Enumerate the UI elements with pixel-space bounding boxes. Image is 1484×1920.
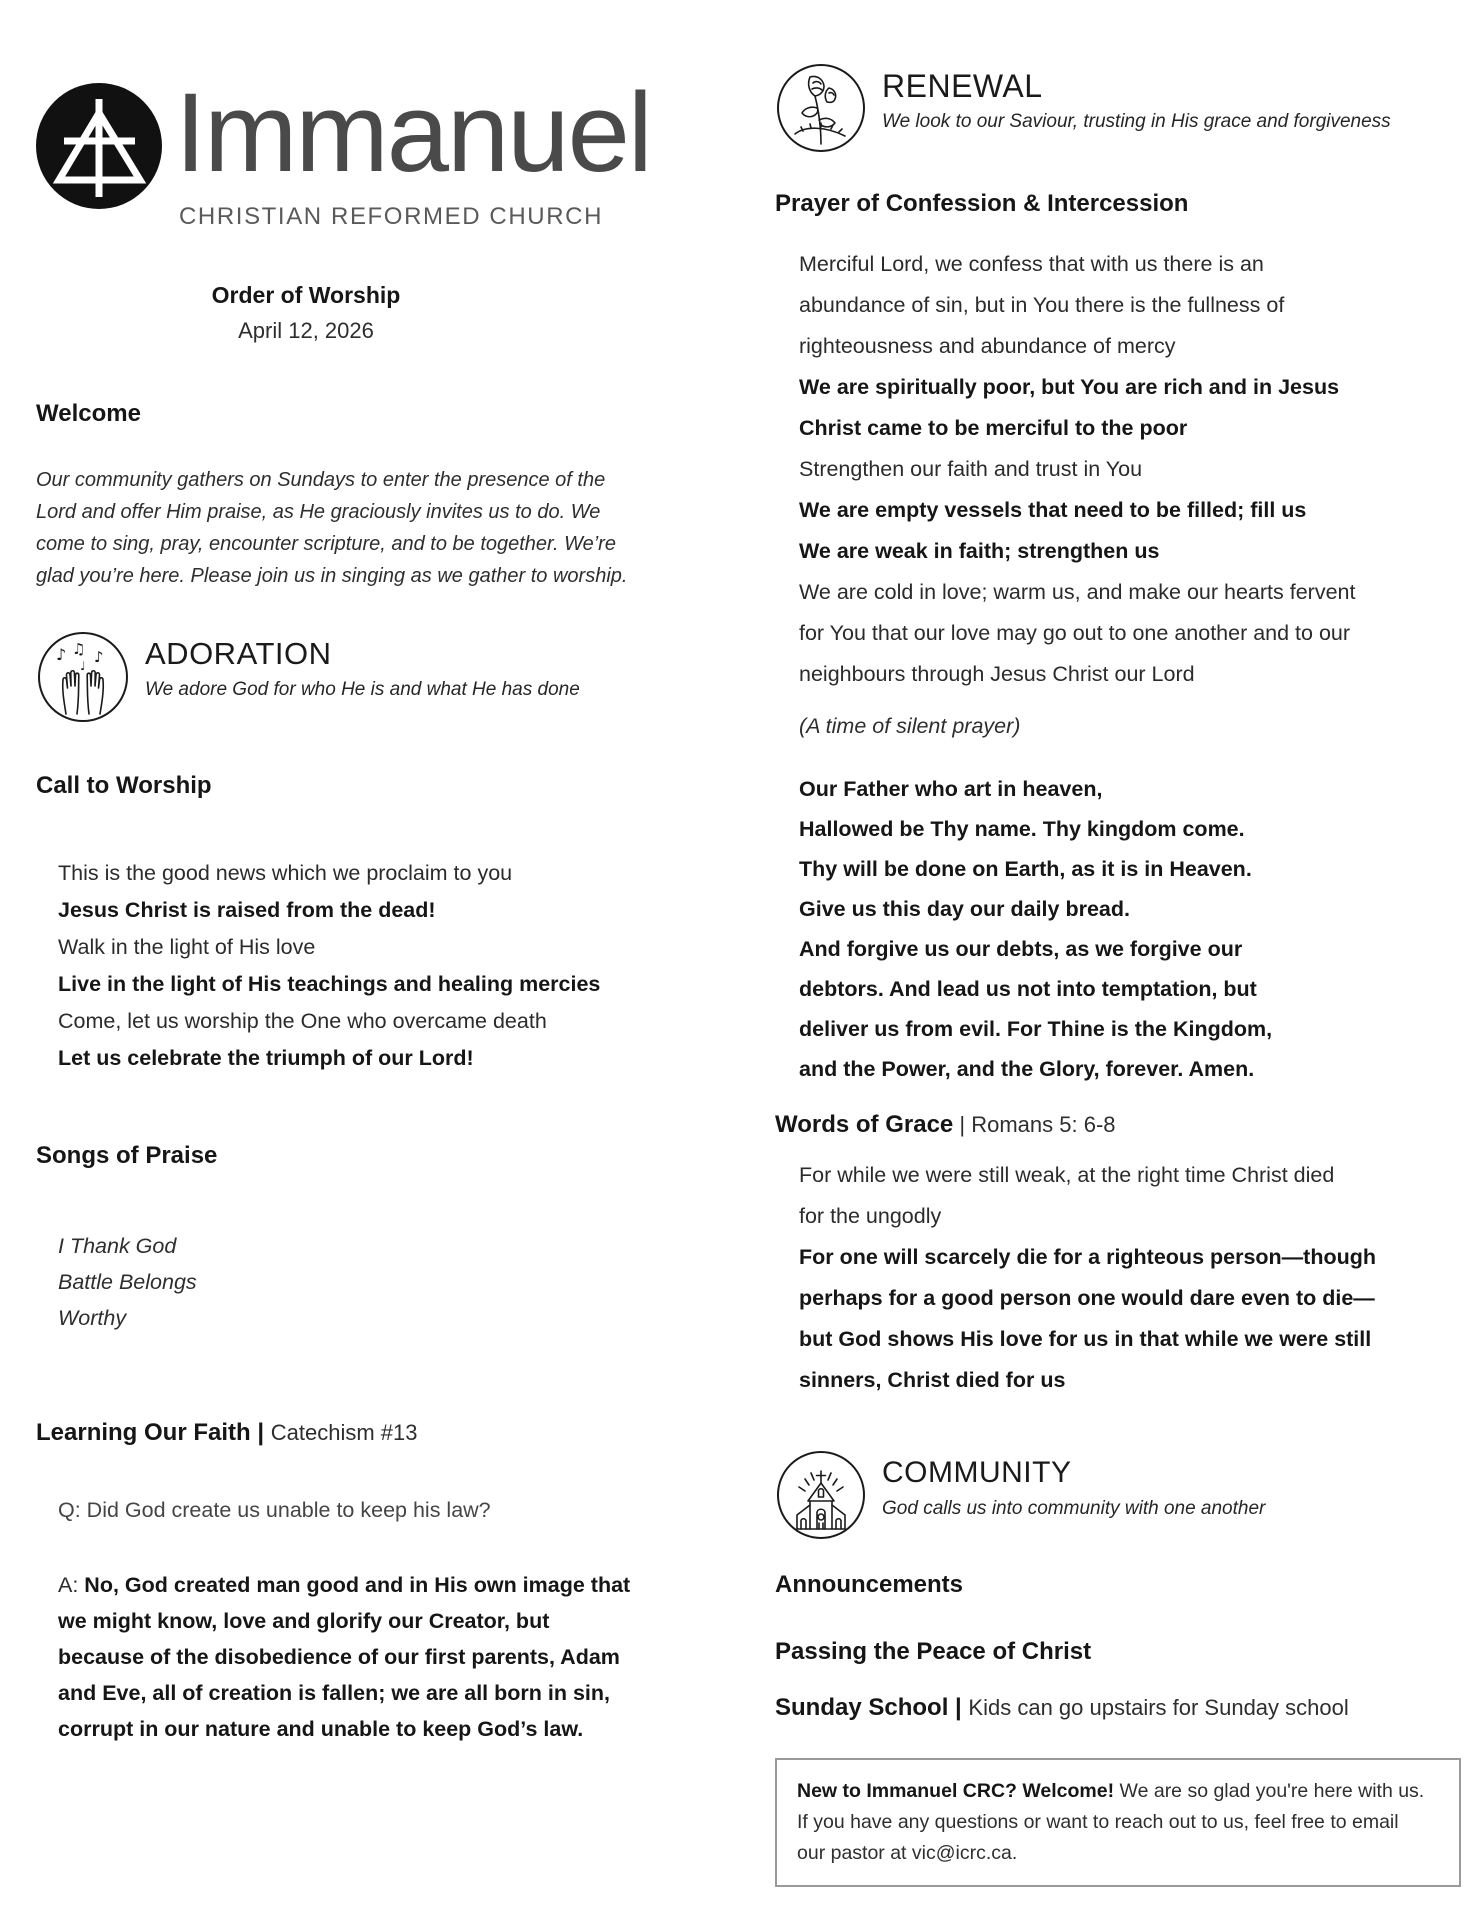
- rose-icon: [775, 62, 867, 154]
- newcomer-line-2: If you have any questions or want to reach out to us, feel free to email: [797, 1811, 1399, 1833]
- music-note-glyph: ♩: [80, 659, 86, 673]
- heading-separator: |: [953, 1112, 972, 1137]
- text-line: corrupt in our nature and unable to keep God’s law.: [58, 1717, 584, 1741]
- text-line: We are spiritually poor, but You are rich and in Jesus: [799, 375, 1340, 399]
- text-line: Battle Belongs: [58, 1270, 197, 1294]
- community-title: COMMUNITY: [882, 1456, 1072, 1489]
- learning-our-faith-heading: [36, 1419, 684, 1447]
- scripture-reference: Romans 5: 6-8: [971, 1112, 1116, 1137]
- text-line: Christ came to be merciful to the poor: [799, 416, 1188, 440]
- newcomer-line-1-rest: We are so glad you're here with us.: [1114, 1780, 1425, 1802]
- announcements-heading: Announcements: [775, 1571, 964, 1598]
- page-title: Order of Worship: [211, 282, 401, 308]
- learning-heading-label: Learning Our Faith: [36, 1419, 251, 1446]
- community-subtitle: God calls us into community with one another: [882, 1498, 1266, 1519]
- text-line: Jesus Christ is raised from the dead!: [58, 898, 436, 922]
- songs-of-praise-heading: Songs of Praise: [36, 1142, 218, 1169]
- heading-separator: |: [948, 1694, 969, 1721]
- heading-separator: |: [257, 1419, 271, 1446]
- document-header: [36, 281, 576, 344]
- text-line: Worthy: [58, 1306, 127, 1330]
- call-to-worship-responsive-reading: [36, 855, 684, 1077]
- words-of-grace-heading: [775, 1111, 1467, 1139]
- song-list: [36, 1228, 684, 1336]
- line-prefix: A:: [58, 1573, 85, 1597]
- adoration-subtitle: We adore God for who He is and what He has done: [145, 679, 580, 700]
- catechism-question: Q: Did God create us unable to keep his law?: [58, 1498, 491, 1522]
- text-line: but God shows His love for us in that while we were still: [799, 1327, 1372, 1351]
- text-line: sinners, Christ died for us: [799, 1368, 1066, 1392]
- welcome-heading: Welcome: [36, 400, 141, 427]
- raised-hands-music-icon: [36, 630, 130, 724]
- text-line: Our Father who art in heaven,: [799, 777, 1103, 801]
- music-note-glyph: ♪: [56, 645, 67, 664]
- words-of-grace-reading: [775, 1155, 1467, 1401]
- text-line: And forgive us our debts, as we forgive our: [799, 937, 1243, 961]
- text-line: glad you’re here. Please join us in singing as we gather to worship.: [36, 565, 628, 587]
- text-line: perhaps for a good person one would dare even to die—: [799, 1286, 1375, 1310]
- text-line: Strengthen our faith and trust in You: [799, 457, 1143, 481]
- adoration-section-header: [36, 630, 684, 724]
- text-line: Give us this day our daily bread.: [799, 897, 1130, 921]
- service-date: April 12, 2026: [238, 318, 374, 343]
- text-line: Hallowed be Thy name. Thy kingdom come.: [799, 817, 1245, 841]
- text-line: for You that our love may go out to one another and to our: [799, 621, 1351, 645]
- call-to-worship-heading: Call to Worship: [36, 772, 212, 799]
- left-column: [36, 0, 684, 1747]
- renewal-title: RENEWAL: [882, 68, 1043, 104]
- newcomer-welcome-box: [775, 1758, 1461, 1887]
- text-line: Our community gathers on Sundays to enter the presence of the: [36, 469, 606, 491]
- text-line: neighbours through Jesus Christ our Lord: [799, 662, 1195, 686]
- confession-heading: Prayer of Confession & Intercession: [775, 190, 1189, 217]
- church-subname: CHRISTIAN REFORMED CHURCH: [179, 203, 603, 230]
- text-line: because of the disobedience of our first parents, Adam: [58, 1645, 620, 1669]
- renewal-section-header: [775, 62, 1467, 154]
- text-line: and Eve, all of creation is fallen; we are all born in sin,: [58, 1681, 610, 1705]
- church-building-icon: [775, 1449, 867, 1541]
- text-line: This is the good news which we proclaim to you: [58, 861, 513, 885]
- sunday-school-heading: [775, 1694, 1467, 1722]
- music-note-glyph: ♫: [72, 640, 86, 658]
- sunday-school-label: Sunday School: [775, 1694, 949, 1721]
- text-line: come to sing, pray, encounter scripture, and to be together. We’re: [36, 533, 616, 555]
- church-logo: [36, 70, 684, 231]
- crc-cross-triangle-icon: [36, 83, 162, 209]
- text-line: For while we were still weak, at the right time Christ died: [799, 1163, 1335, 1187]
- text-line: Live in the light of His teachings and healing mercies: [58, 972, 601, 996]
- text-line: For one will scarcely die for a righteous person—though: [799, 1245, 1377, 1269]
- right-column: [775, 0, 1467, 1887]
- text-line: Come, let us worship the One who overcame death: [58, 1009, 547, 1033]
- sunday-school-note: Kids can go upstairs for Sunday school: [968, 1695, 1349, 1720]
- text-line: Walk in the light of His love: [58, 935, 316, 959]
- church-name: Immanuel: [175, 70, 651, 195]
- text-line: deliver us from evil. For Thine is the Kingdom,: [799, 1017, 1273, 1041]
- text-line: We are cold in love; warm us, and make our hearts fervent: [799, 580, 1356, 604]
- catechism-answer: [36, 1567, 684, 1747]
- music-note-glyph: ♪: [94, 648, 104, 666]
- text-line: we might know, love and glorify our Creator, but: [58, 1609, 550, 1633]
- text-line: We are weak in faith; strengthen us: [799, 539, 1160, 563]
- text-line: for the ungodly: [799, 1204, 942, 1228]
- silent-prayer-note: (A time of silent prayer): [799, 714, 1021, 738]
- welcome-paragraph: [36, 464, 684, 592]
- adoration-title: ADORATION: [145, 636, 332, 671]
- words-of-grace-label: Words of Grace: [775, 1111, 954, 1138]
- text-line: Thy will be done on Earth, as it is in Heaven.: [799, 857, 1252, 881]
- renewal-subtitle: We look to our Saviour, trusting in His grace and forgiveness: [882, 111, 1391, 132]
- text-line: debtors. And lead us not into temptation, but: [799, 977, 1257, 1001]
- newcomer-line-3: our pastor at vic@icrc.ca.: [797, 1842, 1018, 1864]
- newcomer-lead: New to Immanuel CRC? Welcome!: [797, 1780, 1115, 1802]
- text-line: abundance of sin, but in You there is the fullness of: [799, 293, 1285, 317]
- catechism-reference: Catechism #13: [270, 1420, 418, 1445]
- confession-responsive-reading: [775, 244, 1467, 695]
- text-line: We are empty vessels that need to be filled; fill us: [799, 498, 1307, 522]
- passing-the-peace-heading: Passing the Peace of Christ: [775, 1638, 1092, 1665]
- text-line: righteousness and abundance of mercy: [799, 334, 1176, 358]
- community-section-header: [775, 1449, 1467, 1541]
- church-wordmark: [175, 70, 651, 231]
- text-line: Merciful Lord, we confess that with us there is an: [799, 252, 1264, 276]
- text-line: Let us celebrate the triumph of our Lord!: [58, 1046, 474, 1070]
- newcomer-line-1: [797, 1776, 1439, 1807]
- text-line: Lord and offer Him praise, as He graciously invites us to do. We: [36, 501, 601, 523]
- text-line: and the Power, and the Glory, forever. Amen.: [799, 1057, 1255, 1081]
- text-line: I Thank God: [58, 1234, 177, 1258]
- lords-prayer: [775, 769, 1467, 1089]
- text-line: A: No, God created man good and in His own image that: [58, 1573, 631, 1597]
